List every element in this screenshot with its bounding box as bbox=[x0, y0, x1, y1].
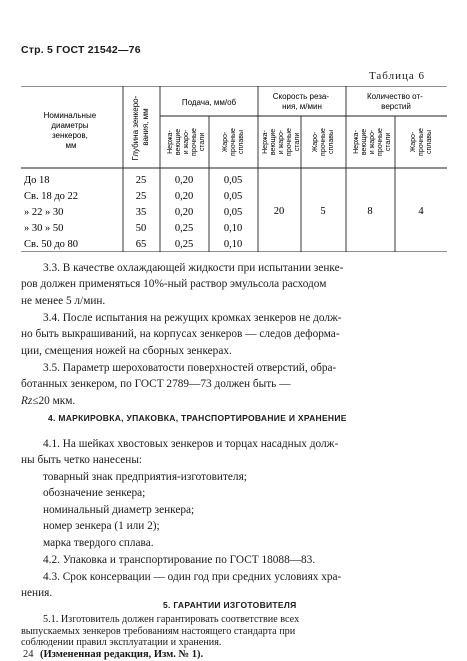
paragraph-3-5: 3.5. Параметр шероховатости поверхностей отверстий, обра- ботанных зенкером, по ГОСТ 2789—73 должен быть — Rz≤20 мкм. bbox=[21, 362, 337, 407]
row-feed-alloy: 0,05 bbox=[223, 207, 243, 218]
subheaders-alloy bbox=[222, 128, 433, 156]
list-item: номинальный диаметр зенкера; bbox=[43, 503, 195, 516]
header-nominal-diameter: Номинальные диаметры зенкеров, мм bbox=[43, 111, 97, 150]
row-feed-steel: 0,20 bbox=[174, 175, 194, 186]
list-item: товарный знак предприятия-изготовителя; bbox=[43, 471, 247, 483]
row-depth: 25 bbox=[135, 175, 147, 186]
row-diameter: До 18 bbox=[24, 175, 50, 186]
header-depth bbox=[131, 93, 150, 160]
count-alloy: 4 bbox=[418, 206, 424, 217]
page-number: 24 bbox=[23, 649, 34, 660]
row-feed-alloy: 0,05 bbox=[223, 175, 243, 186]
header-speed: Скорость реза- ния, м/мин bbox=[272, 92, 330, 111]
svg-text:Нержа-веющиеи жаро-прочныестал: Нержа-веющиеи жаро-прочныестали bbox=[262, 128, 301, 156]
table-caption: Таблица 6 bbox=[368, 70, 425, 82]
svg-text:Жаро-прочныесплавы: Жаро-прочныесплавы bbox=[222, 128, 245, 156]
svg-text:Нержа-веющиеи жаро-прочныестал: Нержа-веющиеи жаро-прочныестали bbox=[353, 128, 392, 156]
amendment-note: (Измененная редакция, Изм. № 1). bbox=[40, 649, 204, 660]
section-5-heading: 5. ГАРАНТИИ ИЗГОТОВИТЕЛЯ bbox=[163, 600, 297, 610]
speed-steel: 20 bbox=[273, 206, 285, 217]
row-diameter: » 30 » 50 bbox=[24, 223, 64, 234]
table-body bbox=[24, 175, 424, 250]
list-item: марка твердого сплава. bbox=[43, 536, 154, 549]
subheaders-steel bbox=[167, 128, 392, 156]
svg-text:Жаро-прочныесплавы: Жаро-прочныесплавы bbox=[312, 128, 335, 156]
row-feed-alloy: 0,10 bbox=[223, 239, 243, 250]
paragraph-3-3: 3.3. В качестве охлаждающей жидкости при испытании зенке- ров должен применяться 10%-ный раствор эмульсола расходом не менее 5 л/мин. bbox=[21, 262, 344, 307]
row-depth: 50 bbox=[135, 223, 147, 234]
paragraph-3-4: 3.4. После испытания на режущих кромках зенкеров не долж- но быть выкрашиваний, на корпусах зенкеров — следов деформа- ции, смещения ножей на сборных зенкерах. bbox=[21, 312, 342, 357]
row-depth: 35 bbox=[135, 207, 147, 218]
svg-text:Жаро-прочныесплавы: Жаро-прочныесплавы bbox=[410, 128, 433, 156]
count-steel: 8 bbox=[367, 206, 373, 217]
list-item: обозначение зенкера; bbox=[43, 487, 146, 500]
paragraph-4-2: 4.2. Упаковка и транспортирование по ГОСТ 18088—83. bbox=[43, 554, 316, 566]
row-feed-alloy: 0,10 bbox=[223, 223, 243, 234]
svg-text:Нержа-веющиеи жаро-прочныестал: Нержа-веющиеи жаро-прочныестали bbox=[167, 128, 206, 156]
row-diameter: Св. 50 до 80 bbox=[24, 239, 79, 250]
row-depth: 65 bbox=[135, 239, 147, 250]
row-feed-steel: 0,25 bbox=[174, 223, 194, 234]
speed-alloy: 5 bbox=[320, 206, 326, 217]
row-diameter: Св. 18 до 22 bbox=[24, 191, 79, 202]
paragraph-4-3: 4.3. Срок консервации — один год при средних условиях хра- нения. bbox=[21, 571, 342, 600]
row-feed-steel: 0,20 bbox=[174, 191, 194, 202]
svg-text:Глубина зенкеро- вания,: Глубина зенкеро- вания, мм bbox=[131, 95, 150, 161]
running-header: Стр. 5 ГОСТ 21542—76 bbox=[21, 44, 141, 56]
paragraph-4-1: 4.1. На шейках хвостовых зенкеров и торцах насадных долж- ны быть четко нанесены: bbox=[21, 438, 339, 467]
header-feed: Подача, мм/об bbox=[181, 98, 237, 107]
row-depth: 25 bbox=[135, 191, 147, 202]
marking-list bbox=[43, 469, 443, 551]
row-feed-steel: 0,25 bbox=[174, 239, 194, 250]
section-4-heading: 4. МАРКИРОВКА, УПАКОВКА, ТРАНСПОРТИРОВАНИЕ И ХРАНЕНИЕ bbox=[48, 413, 347, 423]
paragraph-5-1: 5.1. Изготовитель должен гарантировать соответствие всех выпускаемых зенкеров требованиям настоящего стандарта при соблюдении правил эксплуатации и хранения. bbox=[21, 614, 300, 649]
row-feed-alloy: 0,05 bbox=[223, 191, 243, 202]
header-hole-count: Количество от- верстий bbox=[366, 92, 423, 111]
spec-table bbox=[21, 86, 447, 252]
row-diameter: » 22 » 30 bbox=[24, 207, 64, 218]
list-item: номер зенкера (1 или 2); bbox=[43, 520, 160, 533]
row-feed-steel: 0,20 bbox=[174, 207, 194, 218]
